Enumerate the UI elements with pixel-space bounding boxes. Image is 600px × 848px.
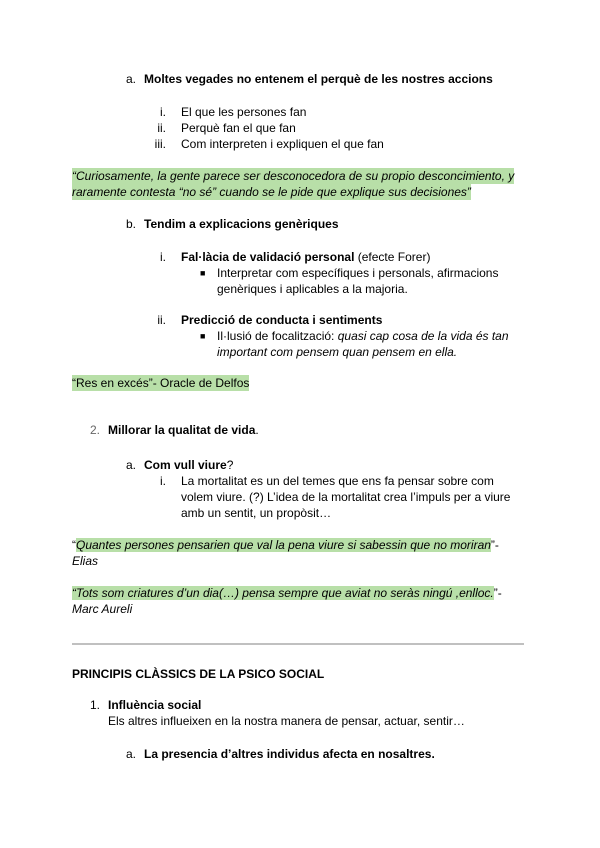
section-title: PRINCIPIS CLÀSSICS DE LA PSICO SOCIAL (72, 667, 325, 681)
quote-text: Quantes persones pensarien que val la pena viure si sabessin que no moriran (76, 538, 491, 552)
quote-line (72, 537, 499, 553)
list-item: Com interpreten i expliquen el que fan (181, 137, 384, 151)
list-item (181, 249, 430, 265)
horizontal-divider (72, 643, 524, 645)
list-marker: i. (160, 250, 166, 264)
quote-open: “ (72, 538, 76, 552)
section-a-heading: Moltes vegades no entenem el perquè de les nostres accions (144, 72, 493, 86)
paragraph-line: La mortalitat es un del temes que ens fa pensar sobre com (181, 474, 494, 488)
list-marker: 1. (89, 698, 100, 712)
quote-line: “Curiosamente, la gente parece ser desconocedora de su propio desconcimiento, y (72, 169, 515, 183)
list-marker: i. (160, 474, 166, 488)
heading-period: . (255, 423, 259, 437)
item-note: (efecte Forer) (357, 250, 431, 264)
sub-heading: La presencia d’altres individus afecta en nosaltres. (144, 747, 435, 761)
sub-heading-text: Com vull viure (144, 458, 227, 472)
item-title: Fal·làcia de validació personal (181, 250, 355, 264)
bullet-text: genèriques i aplicables a la majoria. (217, 282, 408, 296)
item-heading: Influència social (108, 698, 202, 712)
paragraph-line: volem viure. (?) L’idea de la mortalitat crea l’impuls per a viure (181, 490, 511, 504)
section-2-heading (108, 422, 259, 438)
list-item: Perquè fan el que fan (181, 121, 296, 135)
section-b-heading: Tendim a explicacions genèriques (144, 217, 339, 231)
quote-close: ”- (493, 586, 502, 600)
list-item: El que les persones fan (181, 105, 307, 119)
list-marker: a. (125, 458, 136, 472)
paragraph-line: amb un sentit, un propòsit… (181, 506, 332, 520)
item-text: Els altres influeixen en la nostra manera de pensar, actuar, sentir… (108, 714, 465, 728)
bullet-prefix: Il·lusió de focalització: (217, 329, 335, 343)
sub-heading-mark: ? (226, 458, 234, 472)
bullet-text: Interpretar com específiques i personals, afirmacions (217, 266, 499, 280)
quote-author: Marc Aureli (72, 602, 133, 616)
list-marker: i. (160, 105, 166, 119)
bullet-text (217, 328, 509, 344)
list-marker: 2. (89, 423, 100, 437)
sub-heading (144, 457, 233, 473)
list-marker: ii. (157, 121, 166, 135)
square-bullet-icon: ■ (200, 268, 206, 278)
quote-line: “Res en excés”- Oracle de Delfos (72, 376, 250, 390)
list-marker: a. (125, 747, 136, 761)
quote-text: “Tots som criatures d’un dia(…) pensa sempre que aviat no seràs ningú ,enlloc. (72, 586, 494, 600)
square-bullet-icon: ■ (200, 331, 206, 341)
list-marker: iii. (154, 137, 166, 151)
list-marker: a. (125, 72, 136, 86)
item-title: Predicció de conducta i sentiments (181, 313, 383, 327)
bullet-italic: quasi cap cosa de la vida és tan (337, 329, 509, 343)
list-marker: ii. (157, 313, 166, 327)
quote-author: Elias (72, 554, 99, 568)
list-marker: b. (125, 217, 136, 231)
bullet-italic: important com pensem quan pensem en ella. (217, 345, 458, 359)
quote-line (72, 585, 502, 601)
quote-line: raramente contesta “no sé” cuando se le pide que explique sus decisiones” (72, 185, 471, 199)
quote-close: ”- (490, 538, 499, 552)
heading-text: Millorar la qualitat de vida (108, 423, 256, 437)
